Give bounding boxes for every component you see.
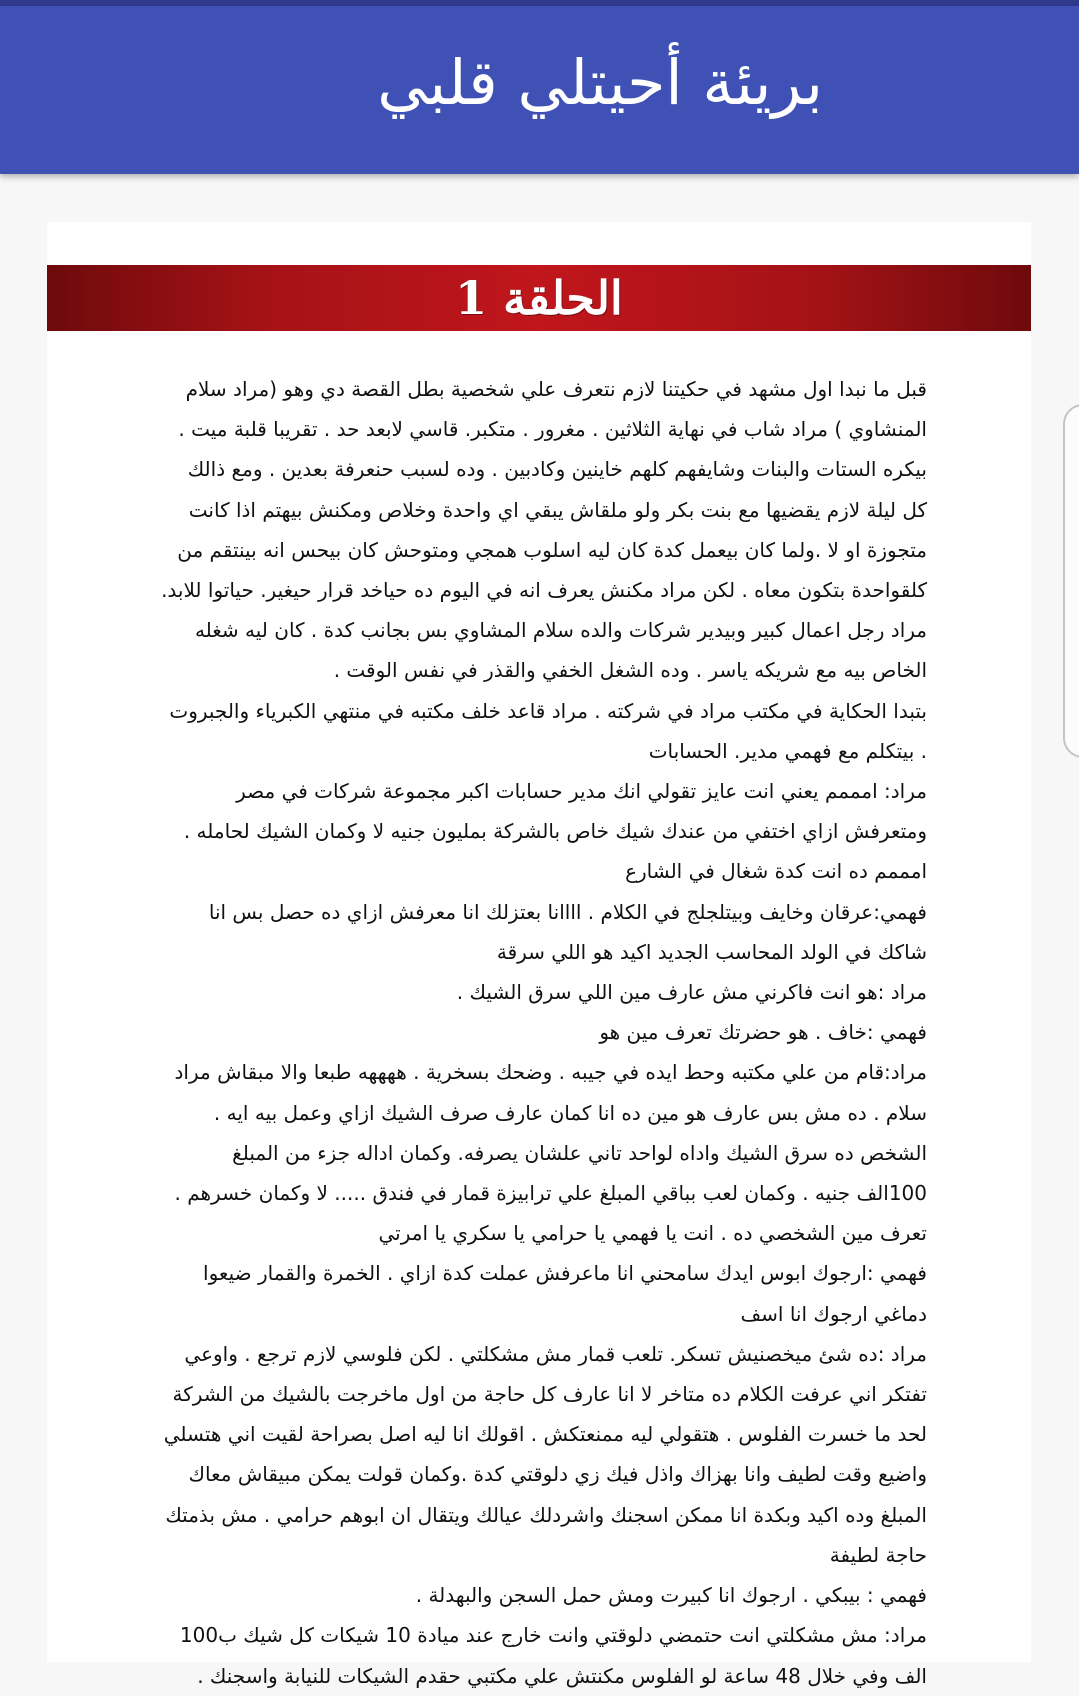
story-card: [47, 222, 1031, 1688]
story-paragraph: لحد ما خسرت الفلوس . هتقولي ليه ممنعتكش . اقولك انا ليه اصل بصراحة لقيت اني هتسلي واضيع وقت لطيف وانا بهزاك واذل فيك زي دلوقتي كدة .وكمان قولت يمكن مبيقاش معاك المبلغ وده اكيد وبكدة انا ممكن اسجنك واشردلك عيالك ويتقال ان ابوهم حرامي . مش بذمتك حاجة لطيفة: [163, 1422, 927, 1567]
story-paragraph: مراد :هو انت فاكرني مش عارف مين اللي سرق الشيك .: [456, 980, 927, 1005]
story-paragraph: مراد: امممم يعني انت عايز تقولي انك مدير حسابات اكبر مجموعة شركات في مصر ومتعرفش ازاي اختفي من عندك شيك خاص بالشركة بمليون جنيه لا وكمان الشيك لحامله . امممم ده انت كدة شغال في الشارع: [183, 779, 927, 884]
episode-banner: [47, 265, 1031, 331]
story-text: [159, 369, 927, 1696]
story-paragraph: فهمي :ارجوك ابوس ايدك سامحني انا ماعرفش عملت كدة ازاي . الخمرة والقمار ضيعوا دماغي ارجوك انا اسف: [203, 1261, 927, 1326]
story-paragraph: فهمي:عرقان وخايف وبيتلجلج في الكلام . اااانا بعتزلك انا معرفش ازاي ده حصل بس انا شاكك في الولد المحاسب الجديد اكيد هو اللي سرقة: [208, 899, 927, 964]
edge-panel-handle[interactable]: [1063, 404, 1079, 758]
story-paragraph: قبل ما نبدا اول مشهد في حكيتنا لازم نتعرف علي شخصية بطل القصة دي وهو (مراد سلام المنشاوي ) مراد شاب في نهاية الثلاثين . مغرور . متكبر. قاسي لابعد حد . تقريبا قلبة ميت . بيكره الستات والبنات وشايفهم كلهم خاينين وكادبين . وده لسبب حنعرفة بعدين . ومع ذالك كل ليلة لازم يقضيها مع بنت بكر ولو ملقاش يبقي اي واحدة وخلاص ومكنش بيهتم اذا كانت متجوزة او لا .ولما كان بيعمل كدة كان ليه اسلوب همجي ومتوحش كان بيحس انه بينتقم من كلقواحدة بتكون معاه . لكن مراد مكنش يعرف انه في اليوم ده حياخد قرار حيغير. حياتوا للابد. مراد رجل اعمال كبير وبيدير شركات والده سلام المشاوي بس بجانب كدة . كان ليه شغله الخاص بيه مع شريكه ياسر . وده الشغل الخفي والقذر في نفس الوقت .: [161, 377, 927, 683]
story-paragraph: مراد: مش مشكلتي انت حتمضي دلوقتي وانت خارج عند ميادة 10 شيكات كل شيك ب100 الف وفي خلال 48 ساعة لو الفلوس مكنتش علي مكتبي حقدم الشيكات للنيابة واسجنك .: [179, 1623, 927, 1688]
story-paragraph: مراد:قام من علي مكتبه وحط ايده في جيبه . وضحك بسخرية . ههههه طبعا والا مبقاش مراد سلام . ده مش بس عارف هو مين ده انا كمان عارف صرف الشيك ازاي وعمل بيه ايه . الشخص ده سرق الشيك واداه لواحد تاني علشان يصرفه. وكمان اداله جزء من المبلغ 100الف جنيه . وكمان لعب بباقي المبلغ علي ترابيزة قمار في فندق ..... لا وكمان خسرهم . تعرف مين الشخصي ده . انت يا فهمي يا حرامي يا سكري يا امرتي: [174, 1060, 927, 1246]
story-paragraph: فهمي : بيبكي . ارجوك انا كبيرت ومش حمل السجن والبهدلة .: [415, 1583, 927, 1608]
story-paragraph: بتبدا الحكاية في مكتب مراد في شركته . مراد قاعد خلف مكتبه في منتهي الكبرياء والجبروت . بيتكلم مع فهمي مدير. الحسابات: [169, 698, 927, 763]
app-bar: [0, 6, 1079, 174]
episode-title: الحلقة 1: [455, 271, 623, 325]
story-paragraph: مراد :ده شئ ميخصنيش تسكر. تلعب قمار مش مشكلتي . لكن فلوسي لازم ترجع . واوعي تفتكر اني عرفت الكلام ده متاخر لا انا عارف كل حاجة من اول ماخرجت بالشيك من الشركة: [172, 1341, 927, 1407]
app-title: بريئة أحيتلي قلبي: [377, 46, 823, 119]
story-paragraph: فهمي :خاف . هو حضرتك تعرف مين هو: [599, 1020, 927, 1045]
